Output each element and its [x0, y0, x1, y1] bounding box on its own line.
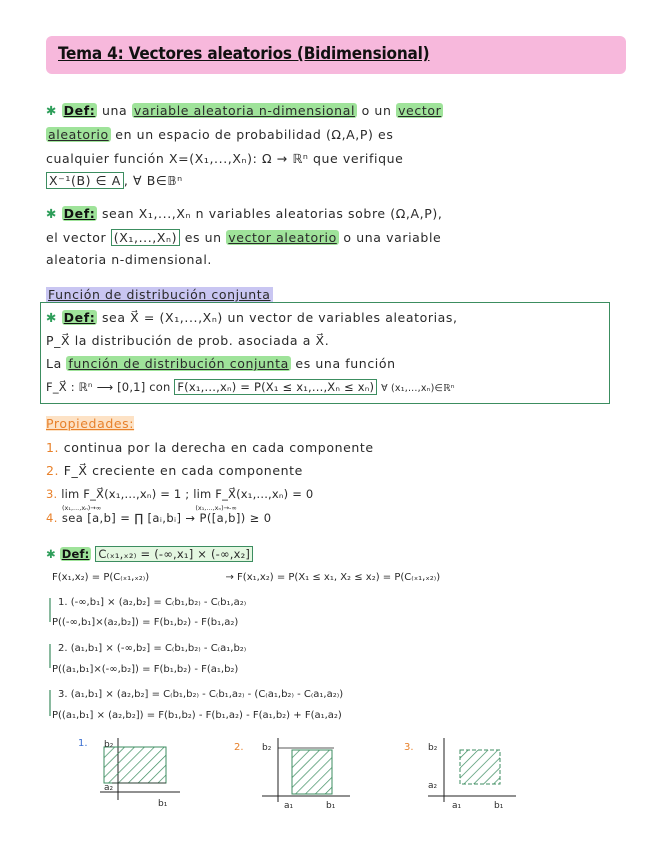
figure-number: 2. — [234, 742, 244, 753]
text: o una variable — [343, 230, 442, 245]
figure-1-number — [78, 736, 88, 752]
text: en un espacio de probabilidad (Ω,A,P) es — [115, 127, 394, 142]
case3-b: P((a₁,b₁] × (a₂,b₂]) = F(b₁,b₂) - F(b₁,a₂) - F(a₁,b₂) + F(a₁,a₂) — [52, 710, 342, 721]
page-title: Tema 4: Vectores aleatorios (Bidimensional) — [58, 44, 430, 64]
text: ∀ (x₁,...,xₙ)∈ℝⁿ — [381, 383, 455, 394]
def1-line3: cualquier función X=(X₁,...,Xₙ): Ω → ℝⁿ que verifique — [46, 151, 404, 166]
figure-3-number — [404, 740, 414, 756]
fig3-label-b1: b₁ — [494, 801, 504, 811]
limit-subscript: (x₁,...,xₙ)→∞ — [62, 504, 102, 512]
figure-2 — [262, 738, 350, 802]
figure-2-number — [234, 740, 244, 756]
fig1-label-a2: a₂ — [104, 783, 114, 793]
fig1-label-b2: b₂ — [104, 740, 114, 750]
fig3-label-a2: a₂ — [428, 781, 438, 791]
section-title: Función de distribución conjunta — [48, 287, 271, 302]
text: es una función — [295, 356, 396, 371]
fig3-label-a1: a₁ — [452, 801, 462, 811]
highlight-term: función de distribución conjunta — [68, 356, 289, 371]
fig2-label-b2: b₂ — [262, 743, 272, 753]
text: sean X₁,...,Xₙ n variables aleatorias sobre (Ω,A,P), — [101, 206, 443, 221]
highlight-term: variable aleatoria n-dimensional — [133, 103, 356, 118]
boxed-formula: X⁻¹(B) ∈ A — [46, 172, 124, 189]
def-label: Def: — [63, 310, 96, 325]
def-label: Def: — [63, 103, 96, 118]
prop-text: F_X⃗ creciente en cada componente — [63, 463, 303, 478]
section-title: Propiedades: — [46, 416, 135, 431]
asterisk-icon: ✱ — [46, 310, 58, 325]
text: una — [101, 103, 128, 118]
text: → F(x₁,x₂) = P(X₁ ≤ x₁, X₂ ≤ x₂) = P(C₍ₓ₁,ₓ₂₎) — [225, 572, 441, 583]
def-label: Def: — [61, 547, 90, 561]
text: es un — [184, 230, 222, 245]
prop-number: 3. — [46, 487, 58, 501]
highlight-term: vector — [398, 103, 442, 118]
fig2-label-b1: b₁ — [326, 801, 336, 811]
figure-number: 1. — [78, 738, 88, 749]
case1-a: 1. (-∞,b₁] × (a₂,b₂] = C₍b₁,b₂₎ - C₍b₁,a₂₎ — [58, 597, 247, 608]
case1-b: P((-∞,b₁]×(a₂,b₂]) = F(b₁,b₂) - F(b₁,a₂) — [52, 617, 239, 628]
fig2-label-a1: a₁ — [284, 801, 294, 811]
text: F_X⃗ : ℝⁿ ⟶ [0,1] con — [46, 380, 171, 394]
asterisk-icon: ✱ — [46, 547, 56, 561]
asterisk-icon: ✱ — [46, 103, 58, 118]
prop-text: sea [a,b] = ∏ [aᵢ,bᵢ] → P([a,b]) ≥ 0 — [61, 511, 272, 525]
text: sea X⃗ = (X₁,...,Xₙ) un vector de variables aleatorias, — [101, 310, 458, 325]
highlight-term: aleatorio — [48, 127, 109, 142]
prop-number: 1. — [46, 440, 60, 455]
highlight-term: vector aleatorio — [228, 230, 337, 245]
case2-b: P((a₁,b₁]×(-∞,b₂]) = F(b₁,b₂) - F(a₁,b₂) — [52, 664, 239, 675]
prop-text: continua por la derecha en cada componente — [63, 440, 374, 455]
text: o un — [361, 103, 392, 118]
text: , ∀ B∈𝔹ⁿ — [123, 173, 183, 188]
prop-number: 2. — [46, 463, 60, 478]
figure-3 — [428, 738, 516, 802]
def2-line3: aleatoria n-dimensional. — [46, 252, 212, 267]
def3-line2: P_X⃗ la distribución de prob. asociada a X⃗. — [46, 333, 330, 348]
limit-subscript: (x₁,...,xₙ)→-∞ — [195, 504, 237, 512]
case2-a: 2. (a₁,b₁] × (-∞,b₂] = C₍b₁,b₂₎ - C₍a₁,b₂₎ — [58, 643, 247, 654]
case3-a: 3. (a₁,b₁] × (a₂,b₂] = C₍b₁,b₂₎ - C₍b₁,a₂₎ - (C₍a₁,b₂₎ - C₍a₁,a₂₎) — [58, 689, 344, 700]
boxed-formula: (X₁,...,Xₙ) — [111, 229, 180, 246]
text: el vector — [46, 230, 107, 245]
asterisk-icon: ✱ — [46, 206, 58, 221]
figure-number: 3. — [404, 742, 414, 753]
fig1-label-b1: b₁ — [158, 799, 168, 809]
text: F(x₁,x₂) = P(C₍ₓ₁,ₓ₂₎) — [52, 572, 150, 583]
prop-text: lim F_X⃗(x₁,...,xₙ) = 1 ; lim F_X⃗(x₁,...,xₙ) = 0 — [61, 487, 314, 501]
text: La — [46, 356, 62, 371]
boxed-formula: F(x₁,...,xₙ) = P(X₁ ≤ x₁,...,Xₙ ≤ xₙ) — [174, 379, 377, 395]
prop-number: 4. — [46, 511, 58, 525]
def-label: Def: — [63, 206, 96, 221]
fig3-label-b2: b₂ — [428, 743, 438, 753]
boxed-formula: C₍ₓ₁,ₓ₂₎ = (-∞,x₁] × (-∞,x₂] — [95, 546, 253, 562]
